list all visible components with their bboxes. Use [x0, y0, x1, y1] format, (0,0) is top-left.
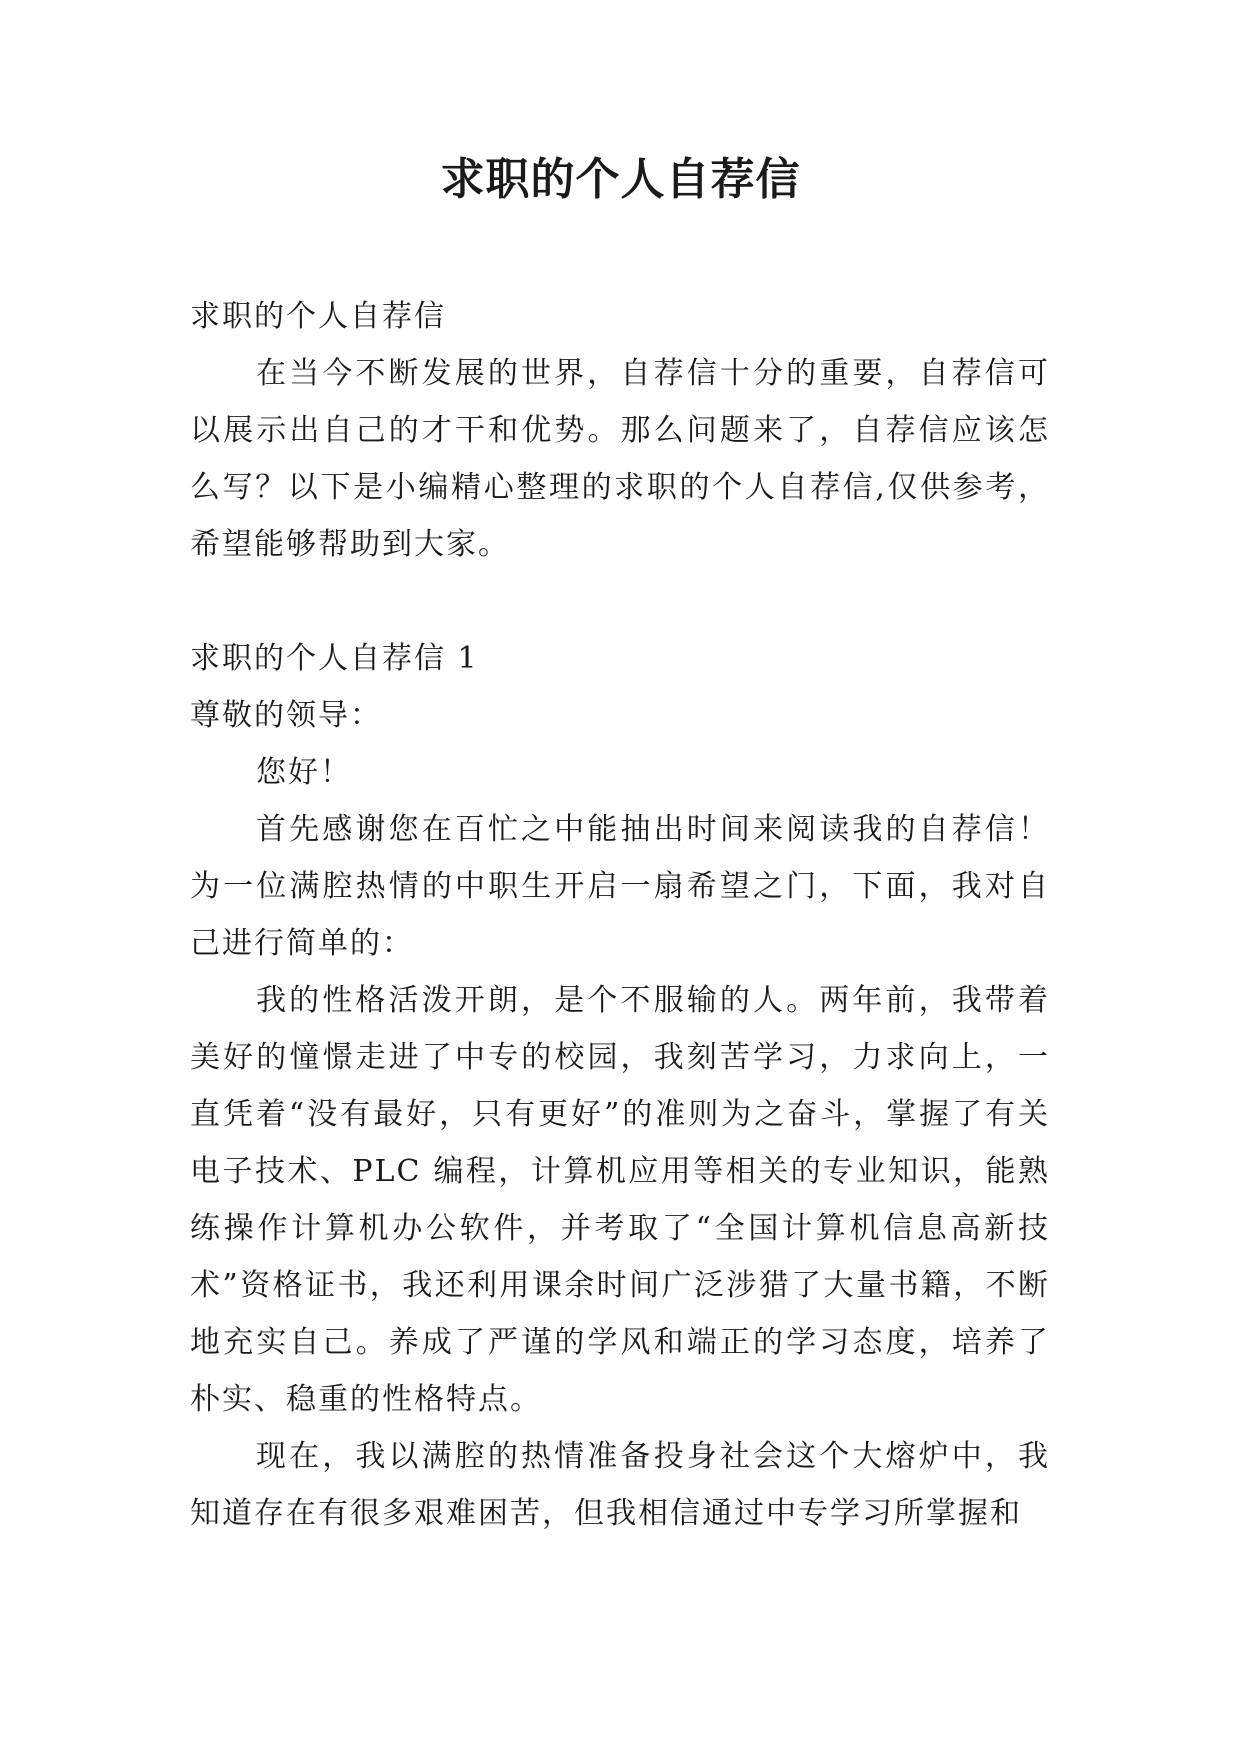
body-paragraph: 首先感谢您在百忙之中能抽出时间来阅读我的自荐信！为一位满腔热情的中职生开启一扇希望之门，下面，我对自己进行简单的： — [190, 812, 1050, 961]
body-paragraph: 我的性格活泼开朗，是个不服输的人。两年前，我带着美好的憧憬走进了中专的校园，我刻苦学习，力求向上，一直凭着“没有最好，只有更好”的准则为之奋斗，掌握了有关电子技术、PLC 编程，计算机应用等相关的专业知识，能熟练操作计算机办公软件，并考取了“全国计算机信息高新技术”资格证书，我还利用课余时间广泛涉猎了大量书籍，不断地充实自己。养成了严谨的学风和端正的学习态度，培养了朴实、稳重的性格特点。 — [190, 983, 1050, 1417]
intro-heading: 求职的个人自荐信 — [190, 299, 446, 334]
section-spacer — [190, 573, 1050, 630]
body-paragraph: 现在，我以满腔的热情准备投身社会这个大熔炉中，我知道存在有很多艰难困苦，但我相信通过中专学习所掌握和 — [190, 1439, 1050, 1531]
document-title: 求职的个人自荐信 — [440, 154, 801, 205]
document-body — [190, 288, 1050, 1542]
letter-heading: 求职的个人自荐信 1 — [190, 641, 479, 676]
intro-paragraph: 在当今不断发展的世界，自荐信十分的重要，自荐信可以展示出自己的才干和优势。那么问题来了，自荐信应该怎么写？以下是小编精心整理的求职的个人自荐信,仅供参考，希望能够帮助到大家。 — [190, 356, 1050, 562]
salutation: 尊敬的领导： — [190, 698, 382, 733]
greeting: 您好！ — [256, 755, 352, 790]
